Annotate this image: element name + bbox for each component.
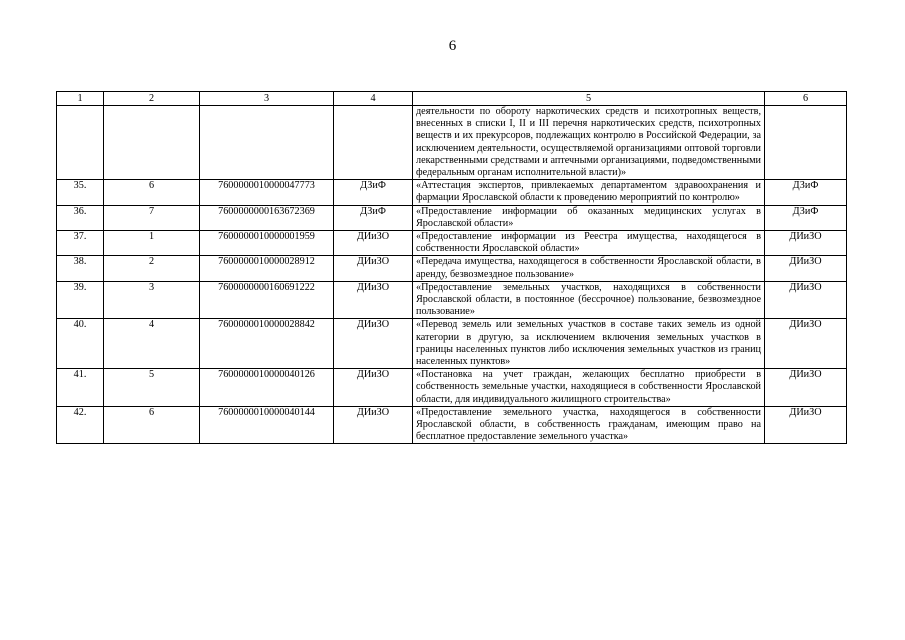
- header-col-4: 4: [334, 92, 413, 106]
- row-subnumber-cell: 6: [104, 406, 200, 444]
- service-code-cell: [200, 106, 334, 180]
- row-subnumber-cell: [104, 106, 200, 180]
- page-number: 6: [448, 38, 457, 54]
- service-name-cell: «Перевод земель или земельных участков в составе таких земель из одной категории в другую, за исключением включения земельных участков в границы населенных пунктов либо исключения земельных участков из границ населенных пунктов»: [413, 319, 765, 369]
- table-row: [57, 106, 847, 180]
- service-name-cell: «Аттестация экспертов, привлекаемых департаментом здравоохранения и фармации Ярославской области к проведению мероприятий по контролю»: [413, 180, 765, 205]
- service-name-cell: «Предоставление информации об оказанных медицинских услугах в Ярославской области»: [413, 205, 765, 230]
- table-body: [57, 106, 847, 444]
- service-code-cell: 7600000010000001959: [200, 231, 334, 256]
- table-row: [57, 231, 847, 256]
- organization-cell: [334, 106, 413, 180]
- row-subnumber-cell: 6: [104, 180, 200, 205]
- row-subnumber-cell: 5: [104, 369, 200, 407]
- service-name-cell: «Предоставление земельных участков, находящихся в собственности Ярославской области, в постоянное (бессрочное) пользование, безвозмездное пользование»: [413, 281, 765, 319]
- service-code-cell: 7600000010000028842: [200, 319, 334, 369]
- executor-cell: [765, 106, 847, 180]
- row-subnumber-cell: 2: [104, 256, 200, 281]
- organization-cell: ДИиЗО: [334, 319, 413, 369]
- row-number-cell: 38.: [57, 256, 104, 281]
- service-name-cell: «Постановка на учет граждан, желающих бесплатно приобрести в собственность земельные участки, находящиеся в собственности Ярославской области, для индивидуального жилищного строительства»: [413, 369, 765, 407]
- executor-cell: ДИиЗО: [765, 281, 847, 319]
- executor-cell: ДИиЗО: [765, 406, 847, 444]
- header-col-6: 6: [765, 92, 847, 106]
- row-number-cell: 40.: [57, 319, 104, 369]
- service-code-cell: 7600000010000028912: [200, 256, 334, 281]
- table-row: [57, 256, 847, 281]
- header-col-5: 5: [413, 92, 765, 106]
- row-number-cell: 35.: [57, 180, 104, 205]
- table-row: [57, 205, 847, 230]
- row-subnumber-cell: 3: [104, 281, 200, 319]
- header-col-3: 3: [200, 92, 334, 106]
- executor-cell: ДИиЗО: [765, 231, 847, 256]
- executor-cell: ДЗиФ: [765, 180, 847, 205]
- table-row: [57, 180, 847, 205]
- service-code-cell: 7600000010000040144: [200, 406, 334, 444]
- service-code-cell: 7600000010000047773: [200, 180, 334, 205]
- row-subnumber-cell: 7: [104, 205, 200, 230]
- row-number-cell: 39.: [57, 281, 104, 319]
- table-row: [57, 369, 847, 407]
- service-code-cell: 7600000000163672369: [200, 205, 334, 230]
- service-name-cell: «Предоставление информации из Реестра имущества, находящегося в собственности Ярославской области»: [413, 231, 765, 256]
- service-code-cell: 7600000010000040126: [200, 369, 334, 407]
- table-header: [57, 92, 847, 106]
- row-number-cell: 37.: [57, 231, 104, 256]
- executor-cell: ДИиЗО: [765, 369, 847, 407]
- row-subnumber-cell: 4: [104, 319, 200, 369]
- row-number-cell: 41.: [57, 369, 104, 407]
- service-name-cell: деятельности по обороту наркотических средств и психотропных веществ, внесенных в списки I, II и III перечня наркотических средств, психотропных веществ и их прекурсоров, подлежащих контролю в Российской Федерации, за исключением деятельности, осуществляемой организациями оптовой торговли лекарственными средствами и аптечными организациями, подведомственными федеральным органам исполнительной власти)»: [413, 106, 765, 180]
- organization-cell: ДЗиФ: [334, 180, 413, 205]
- row-number-cell: 42.: [57, 406, 104, 444]
- row-subnumber-cell: 1: [104, 231, 200, 256]
- service-name-cell: «Передача имущества, находящегося в собственности Ярославской области, в аренду, безвозмездное пользование»: [413, 256, 765, 281]
- services-table: [56, 91, 847, 444]
- organization-cell: ДИиЗО: [334, 231, 413, 256]
- table-row: [57, 406, 847, 444]
- service-name-cell: «Предоставление земельного участка, находящегося в собственности Ярославской области, в собственность гражданам, имеющим право на бесплатное предоставление земельного участка»: [413, 406, 765, 444]
- header-col-1: 1: [57, 92, 104, 106]
- row-number-cell: [57, 106, 104, 180]
- executor-cell: ДЗиФ: [765, 205, 847, 230]
- organization-cell: ДИиЗО: [334, 406, 413, 444]
- table-row: [57, 319, 847, 369]
- executor-cell: ДИиЗО: [765, 256, 847, 281]
- organization-cell: ДЗиФ: [334, 205, 413, 230]
- organization-cell: ДИиЗО: [334, 256, 413, 281]
- organization-cell: ДИиЗО: [334, 281, 413, 319]
- organization-cell: ДИиЗО: [334, 369, 413, 407]
- row-number-cell: 36.: [57, 205, 104, 230]
- header-col-2: 2: [104, 92, 200, 106]
- executor-cell: ДИиЗО: [765, 319, 847, 369]
- service-code-cell: 7600000000160691222: [200, 281, 334, 319]
- header-row: [57, 92, 847, 106]
- table-row: [57, 281, 847, 319]
